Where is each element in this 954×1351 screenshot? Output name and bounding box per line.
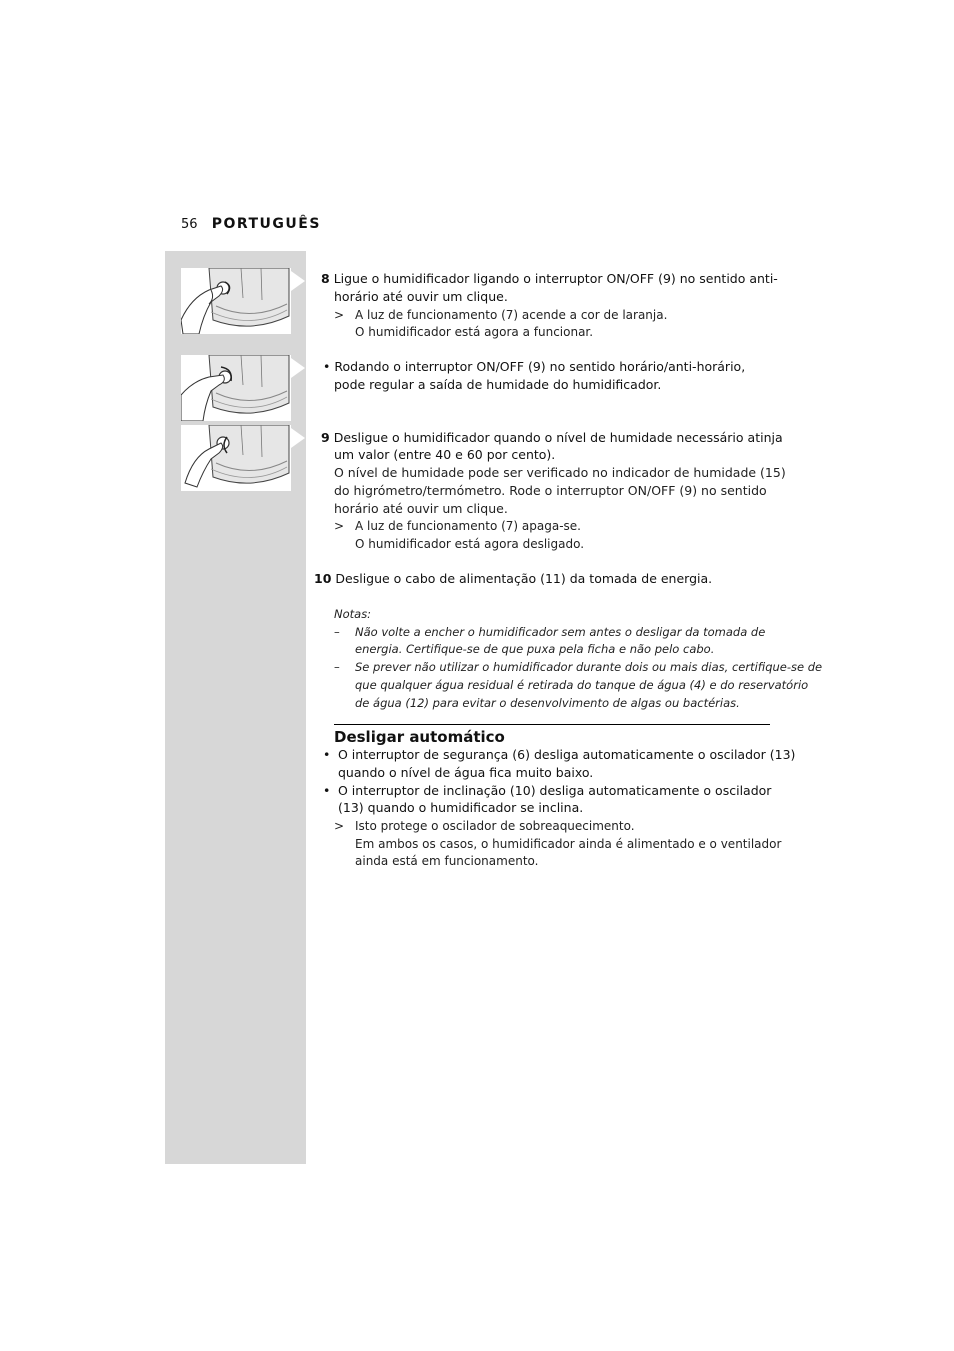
result-marker: > (334, 819, 345, 833)
step-8-result-2: O humidificador está agora a funcionar. (355, 325, 594, 339)
note-marker: – (334, 660, 340, 674)
auto-off-bullet-marker: • (323, 783, 331, 798)
bullet-marker: • (323, 359, 331, 374)
auto-off-bullet-2-line-1: O interruptor de inclinação (10) desliga automaticamente o oscilador (338, 783, 772, 798)
auto-off-bullet-marker: • (323, 747, 331, 762)
result-marker: > (334, 519, 345, 533)
step-number: 9 (321, 430, 330, 445)
auto-off-result-3: ainda está em funcionamento. (355, 854, 539, 868)
illustration-pointer (291, 271, 305, 291)
illustration-switch-off (181, 425, 291, 491)
auto-off-bullet-1-line-1: O interruptor de segurança (6) desliga automaticamente o oscilador (13) (338, 747, 796, 762)
step-10-line-1: 10 Desligue o cabo de alimentação (11) da tomada de energia. (314, 571, 713, 586)
page-header (181, 216, 321, 232)
step-8-result-1: A luz de funcionamento (7) acende a cor de laranja. (355, 308, 668, 322)
result-marker: > (334, 308, 345, 322)
section-divider (334, 724, 770, 725)
bullet-adjust-line-2: pode regular a saída de humidade do humidificador. (334, 377, 662, 392)
step-9-result-2: O humidificador está agora desligado. (355, 537, 585, 551)
step-9-line-2: um valor (entre 40 e 60 por cento). (334, 447, 556, 462)
note-2-line-1: Se prever não utilizar o humidificador durante dois ou mais dias, certifique-se de (355, 660, 823, 674)
illustration-pointer (291, 428, 305, 448)
auto-off-bullet-2-line-2: (13) quando o humidificador se inclina. (338, 800, 584, 815)
step-number: 10 (314, 571, 332, 586)
note-1-line-1: Não volte a encher o humidificador sem antes o desligar da tomada de (355, 625, 766, 639)
illustration-switch-on (181, 268, 291, 334)
page-language-title: PORTUGUÊS (211, 216, 321, 232)
notes-title: Notas: (334, 607, 372, 621)
illustration-switch-adjust (181, 355, 291, 421)
section-title: Desligar automático (334, 728, 505, 746)
step-9-body-2: do higrómetro/termómetro. Rode o interruptor ON/OFF (9) no sentido (334, 483, 767, 498)
step-8-line-2: horário até ouvir um clique. (334, 289, 508, 304)
illustration-pointer (291, 358, 305, 378)
note-marker: – (334, 625, 340, 639)
note-2-line-3: de água (12) para evitar o desenvolvimento de algas ou bactérias. (355, 696, 740, 710)
page-number: 56 (181, 217, 198, 232)
bullet-adjust-line-1: • Rodando o interruptor ON/OFF (9) no sentido horário/anti-horário, (323, 359, 746, 374)
step-8-line-1: 8 Ligue o humidificador ligando o interruptor ON/OFF (9) no sentido anti- (321, 271, 778, 286)
note-1-line-2: energia. Certifique-se de que puxa pela ficha e não pelo cabo. (355, 642, 715, 656)
auto-off-result-2: Em ambos os casos, o humidificador ainda é alimentado e o ventilador (355, 837, 782, 851)
step-9-body-3: horário até ouvir um clique. (334, 501, 508, 516)
step-number: 8 (321, 271, 330, 286)
auto-off-result-1: Isto protege o oscilador de sobreaquecimento. (355, 819, 635, 833)
step-9-line-1: 9 Desligue o humidificador quando o nível de humidade necessário atinja (321, 430, 783, 445)
note-2-line-2: que qualquer água residual é retirada do tanque de água (4) e do reservatório (355, 678, 809, 692)
step-9-result-1: A luz de funcionamento (7) apaga-se. (355, 519, 581, 533)
step-9-body-1: O nível de humidade pode ser verificado no indicador de humidade (15) (334, 465, 786, 480)
auto-off-bullet-1-line-2: quando o nível de água fica muito baixo. (338, 765, 594, 780)
